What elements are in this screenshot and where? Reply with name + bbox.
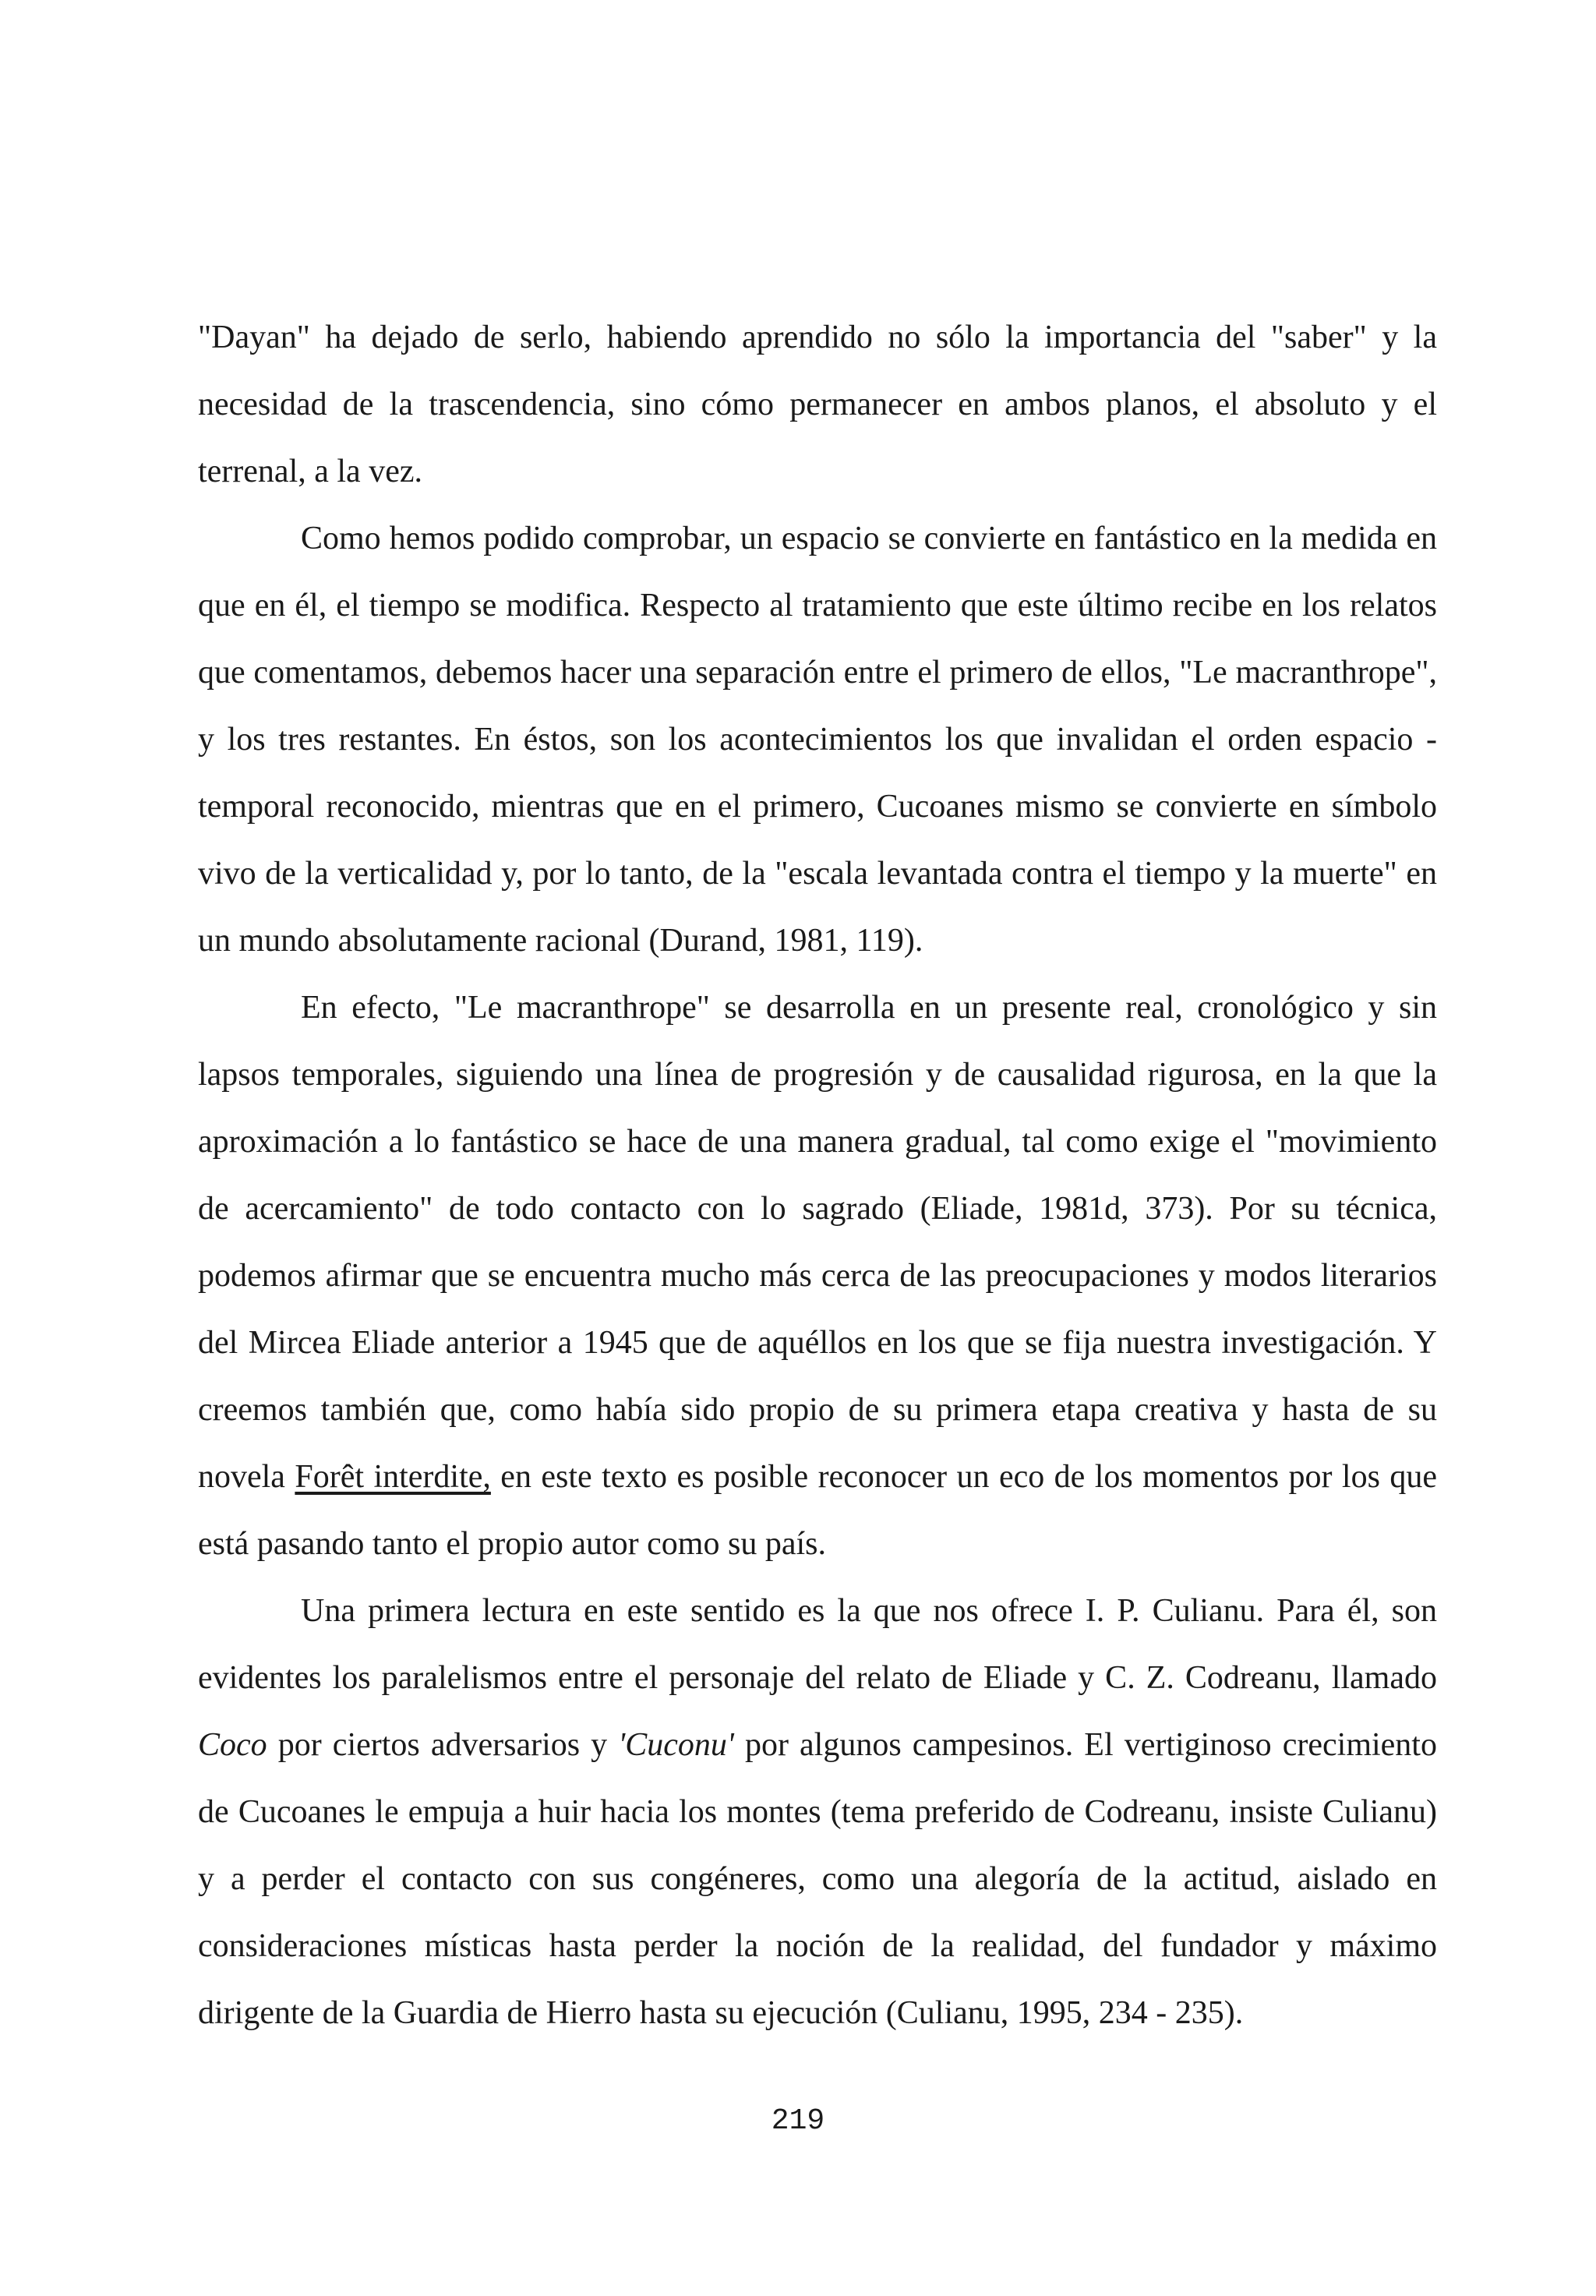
paragraph-1: [198, 304, 1437, 505]
paragraph-2: [198, 505, 1437, 974]
paragraph-1-text: "Dayan" ha dejado de serlo, habiendo aprendido no sólo la importancia del "saber" y la necesidad de la trascendencia, sino cómo permanecer en ambos planos, el absoluto y el terrenal, a la vez.: [198, 320, 1437, 489]
paragraph-3-text-a: En efecto, "Le macranthrope" se desarrolla en un presente real, cronológico y sin lapsos temporales, siguiendo una línea de progresión y de causalidad rigurosa, en la que la aproximación a lo fantástico se hace de una manera gradual, tal como exige el "movimiento de acercamiento" de todo contacto con lo sagrado (Eliade, 1981d, 373). Por su técnica, podemos afirmar que se encuentra mucho más cerca de las preocupaciones y modos literarios del Mircea Eliade anterior a 1945 que de aquéllos en los que se fija nuestra investigación. Y creemos también que, como había sido propio de su primera etapa creativa y hasta de su novela: [198, 990, 1437, 1495]
paragraph-3-text-b: en este texto es posible reconocer un eco de los momentos por los que está pasando tanto el propio autor como su país.: [198, 1459, 1438, 1562]
page-number: 219: [771, 2104, 825, 2138]
nickname-coco: Coco: [198, 1727, 267, 1763]
body-text: [198, 304, 1437, 2047]
paragraph-2-text: Como hemos podido comprobar, un espacio se convierte en fantástico en la medida en que en él, el tiempo se modifica. Respecto al tratamiento que este último recibe en los relatos que comentamos, debemos hacer una separación entre el primero de ellos, "Le macranthrope", y los tres restantes. En éstos, son los acontecimientos los que invalidan el orden espacio - temporal reconocido, mientras que en el primero, Cucoanes mismo se convierte en símbolo vivo de la verticalidad y, por lo tanto, de la "escala levantada contra el tiempo y la muerte" en un mundo absolutamente racional (Durand, 1981, 119).: [198, 521, 1437, 959]
paragraph-3: [198, 974, 1437, 1577]
paragraph-4-text-c: por algunos campesinos. El vertiginoso crecimiento de Cucoanes le empuja a huir hacia los montes (tema preferido de Codreanu, insiste Culianu) y a perder el contacto con sus congéneres, como una alegoría de la actitud, aislado en consideraciones místicas hasta perder la noción de la realidad, del fundador y máximo dirigente de la Guardia de Hierro hasta su ejecución (Culianu, 1995, 234 - 235).: [198, 1727, 1437, 2031]
paragraph-4: [198, 1577, 1437, 2047]
paragraph-4-text-b: por ciertos adversarios y: [267, 1727, 619, 1763]
paragraph-4-text-a: Una primera lectura en este sentido es la que nos ofrece I. P. Culianu. Para él, son evidentes los paralelismos entre el personaje del relato de Eliade y C. Z. Codreanu, llamado: [198, 1593, 1437, 1696]
nickname-cuconu: 'Cuconu': [618, 1727, 734, 1763]
book-title-foret-interdite: Forêt interdite,: [295, 1459, 491, 1495]
